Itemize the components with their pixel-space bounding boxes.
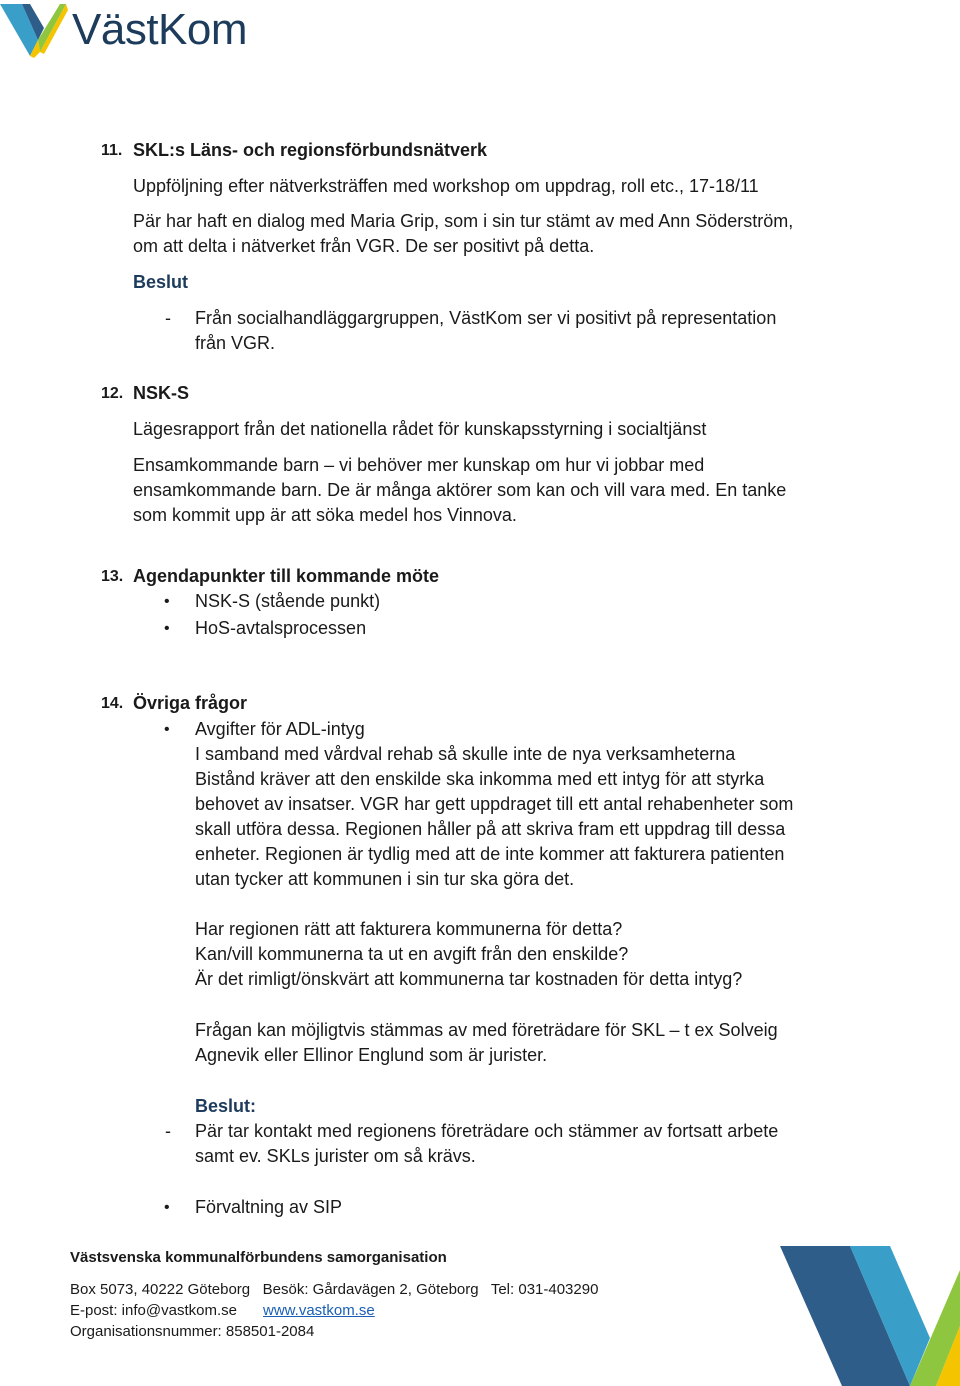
section-14-para-line-4: skall utföra dessa. Regionen håller på att skriva fram ett uppdrag till dessa: [195, 819, 786, 839]
footer-email: E-post: info@vastkom.se: [70, 1302, 237, 1319]
section-12-para-2-line-3: som kommit upp är att söka medel hos Vinnova.: [133, 505, 517, 525]
section-12-para-2-line-1: Ensamkommande barn – vi behöver mer kunskap om hur vi jobbar med: [133, 455, 705, 475]
dash-marker: -: [165, 308, 171, 328]
section-11-number: 11.: [101, 142, 123, 159]
section-14-para-line-5: enheter. Regionen är tydlig med att de inte kommer att fakturera patienten: [195, 844, 785, 864]
section-14-question-1: Har regionen rätt att fakturera kommunerna för detta?: [195, 919, 623, 939]
section-14-skl-line-2: Agnevik eller Ellinor Englund som är jurister.: [195, 1045, 548, 1065]
section-14-skl-line-1: Frågan kan möjligtvis stämmas av med företrädare för SKL – t ex Solveig: [195, 1020, 778, 1040]
logo-mark-icon: [0, 0, 70, 58]
section-13-item-1: NSK-S (stående punkt): [195, 591, 381, 611]
corner-decoration-icon: [780, 1246, 960, 1386]
section-14-item-2: Förvaltning av SIP: [195, 1197, 343, 1217]
section-14-question-2: Kan/vill kommunerna ta ut en avgift från den enskilde?: [195, 944, 629, 964]
section-14-title: Övriga frågor: [133, 693, 248, 713]
section-11-decision-line-1: Från socialhandläggargruppen, VästKom ser vi positivt på representation: [195, 308, 777, 328]
footer-orgnr: Organisationsnummer: 858501-2084: [70, 1323, 315, 1340]
section-14-para-line-2: Bistånd kräver att den enskilde ska inkomma med ett intyg för att styrka: [195, 769, 765, 789]
section-12-title: NSK-S: [133, 383, 190, 403]
footer-address: Box 5073, 40222 Göteborg Besök: Gårdavägen 2, Göteborg Tel: 031-403290: [70, 1281, 599, 1298]
section-14-para-line-6: utan tycker att kommunen i sin tur ska göra det.: [195, 869, 575, 889]
logo-text: VästKom: [72, 5, 248, 54]
vastkom-logo: [0, 0, 270, 60]
section-14-number: 14.: [101, 695, 124, 712]
section-14-decision-line-1: Pär tar kontakt med regionens företrädare och stämmer av fortsatt arbete: [195, 1121, 779, 1141]
section-13-title: Agendapunkter till kommande möte: [133, 566, 440, 586]
footer-website-link[interactable]: www.vastkom.se: [263, 1302, 375, 1319]
bullet-icon: •: [164, 721, 170, 738]
section-11-decision-line-2: från VGR.: [195, 333, 276, 353]
bullet-icon: •: [164, 593, 170, 610]
section-14-para-line-1: I samband med vårdval rehab så skulle inte de nya verksamheterna: [195, 744, 736, 764]
section-12-para-1: Lägesrapport från det nationella rådet för kunskapsstyrning i socialtjänst: [133, 419, 707, 439]
footer-org-name: Västsvenska kommunalförbundens samorganisation: [70, 1249, 447, 1266]
section-11-title: SKL:s Läns- och regionsförbundsnätverk: [133, 140, 488, 160]
section-11-para-2-line-1: Pär har haft en dialog med Maria Grip, som i sin tur stämt av med Ann Söderström,: [133, 211, 794, 231]
section-11-beslut: Beslut: [133, 272, 189, 292]
section-14-beslut: Beslut:: [195, 1096, 257, 1116]
section-11-para-1: Uppföljning efter nätverksträffen med workshop om uppdrag, roll etc., 17-18/11: [133, 176, 759, 196]
section-12-number: 12.: [101, 385, 124, 402]
section-13-item-2: HoS-avtalsprocessen: [195, 618, 367, 638]
section-12-para-2-line-2: ensamkommande barn. De är många aktörer som kan och vill vara med. En tanke: [133, 480, 787, 500]
section-14-para-line-3: behovet av insatser. VGR har gett uppdraget till ett antal rehabenheter som: [195, 794, 794, 814]
bullet-icon: •: [164, 620, 170, 637]
section-13-number: 13.: [101, 568, 124, 585]
section-14-decision-line-2: samt ev. SKLs jurister om så krävs.: [195, 1146, 476, 1166]
bullet-icon: •: [164, 1199, 170, 1216]
section-14-question-3: Är det rimligt/önskvärt att kommunerna tar kostnaden för detta intyg?: [195, 969, 743, 989]
dash-marker: -: [165, 1121, 171, 1141]
section-14-item-1: Avgifter för ADL-intyg: [195, 719, 365, 739]
section-11-para-2-line-2: om att delta i nätverket från VGR. De ser positivt på detta.: [133, 236, 595, 256]
